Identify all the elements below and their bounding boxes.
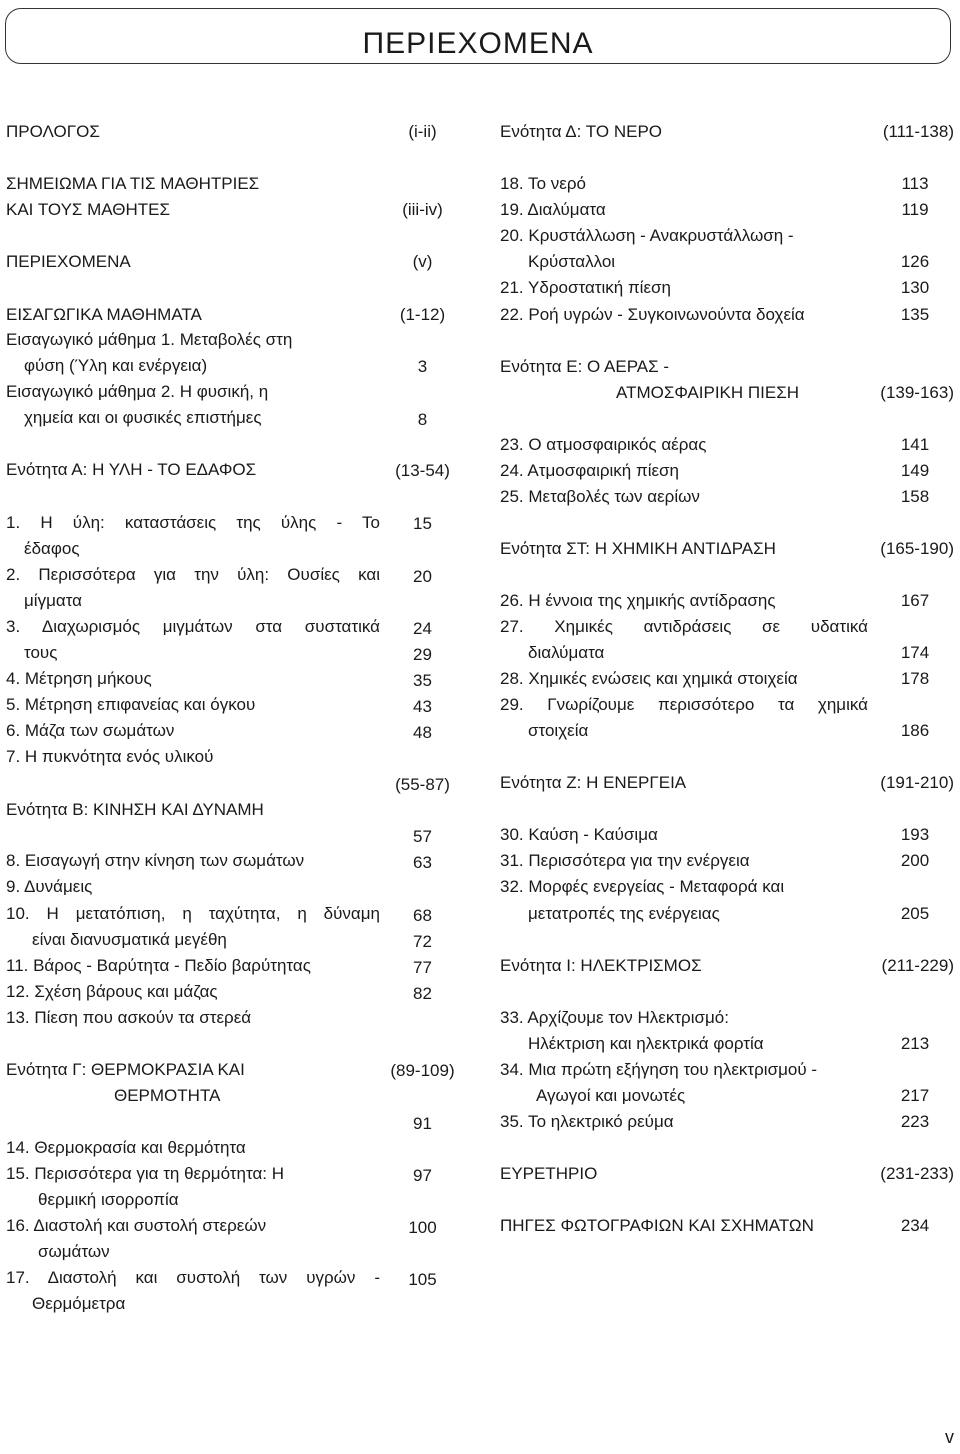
toc-entry-chapter-21[interactable]: 21. Υδροστατική πίεση xyxy=(500,278,671,297)
toc-entry-unit-g-cont: ΘΕΡΜΟΤΗΤΑ xyxy=(114,1086,221,1105)
toc-entry-unit-z[interactable]: Ενότητα Ζ: Η ΕΝΕΡΓΕΙΑ xyxy=(500,773,687,792)
toc-entry-chapter-17-cont: Θερμόμετρα xyxy=(32,1294,126,1313)
toc-page-chapter-16: 100 xyxy=(408,1218,437,1237)
toc-entry-notes-cont: ΚΑΙ ΤΟΥΣ ΜΑΘΗΤΕΣ xyxy=(6,200,171,219)
toc-entry-chapter-35[interactable]: 35. Το ηλεκτρικό ρεύμα xyxy=(500,1112,674,1131)
toc-page-chapter-15: 97 xyxy=(413,1166,432,1185)
toc-entry-chapter-22[interactable]: 22. Ροή υγρών - Συγκοινωνούντα δοχεία xyxy=(500,305,805,324)
toc-pages-contents: (v) xyxy=(412,252,433,271)
toc-entry-prologue[interactable]: ΠΡΟΛΟΓΟΣ xyxy=(6,122,100,141)
toc-entry-chapter-28[interactable]: 28. Χημικές ενώσεις και χημικά στοιχεία xyxy=(500,669,798,688)
toc-pages-unit-i: (211-229) xyxy=(881,956,954,975)
toc-page-chapter-29: 186 xyxy=(900,721,930,740)
toc-entry-chapter-2[interactable]: 2. Περισσότερα για την ύλη: Ουσίες και xyxy=(6,565,380,584)
toc-page-chapter-6: 43 xyxy=(413,697,432,716)
toc-pages-unit-e: (139-163) xyxy=(880,383,954,402)
toc-pages-notes: (iii-iv) xyxy=(402,200,443,219)
toc-entry-chapter-20-cont: Κρύσταλλοι xyxy=(528,252,616,271)
toc-entry-chapter-34-cont: Αγωγοί και μονωτές xyxy=(536,1086,686,1105)
toc-entry-chapter-16-cont: σωμάτων xyxy=(38,1242,110,1261)
toc-entry-chapter-10[interactable]: 10. Η μετατόπιση, η ταχύτητα, η δύναμη xyxy=(6,904,380,923)
toc-entry-unit-b[interactable]: Ενότητα Β: ΚΙΝΗΣΗ ΚΑΙ ΔΥΝΑΜΗ xyxy=(6,800,264,819)
toc-page-chapter-30: 193 xyxy=(900,825,930,844)
toc-entry-chapter-17[interactable]: 17. Διαστολή και συστολή των υγρών - xyxy=(6,1268,380,1287)
toc-entry-unit-e-cont: ΑΤΜΟΣΦΑΙΡΙΚΗ ΠΙΕΣΗ xyxy=(616,383,800,402)
toc-page-chapter-1: 15 xyxy=(413,514,432,533)
toc-entry-chapter-10-cont: είναι διανυσματικά μεγέθη xyxy=(32,930,227,949)
toc-pages-unit-a: (13-54) xyxy=(395,461,450,480)
toc-page-sources: 234 xyxy=(900,1216,930,1235)
toc-entry-chapter-16[interactable]: 16. Διαστολή και συστολή στερεών xyxy=(6,1216,267,1235)
page-title: ΠΕΡΙΕΧΟΜΕΝΑ xyxy=(362,27,594,60)
toc-pages-unit-d: (111-138) xyxy=(882,122,954,141)
toc-page-chapter-32: 205 xyxy=(900,904,930,923)
toc-entry-chapter-5[interactable]: 5. Μέτρηση επιφανείας και όγκου xyxy=(6,695,256,714)
toc-entry-intro[interactable]: ΕΙΣΑΓΩΓΙΚΑ ΜΑΘΗΜΑΤΑ xyxy=(6,305,202,324)
toc-page-chapter-28: 178 xyxy=(900,669,930,688)
toc-entry-chapter-7[interactable]: 7. Η πυκνότητα ενός υλικού xyxy=(6,747,214,766)
toc-page-chapter-10-b: 72 xyxy=(413,932,432,951)
toc-entry-chapter-15-cont: θερμική ισορροπία xyxy=(38,1190,179,1209)
toc-entry-chapter-14[interactable]: 14. Θερμοκρασία και θερμότητα xyxy=(6,1138,246,1157)
toc-page-chapter-8: 63 xyxy=(413,853,432,872)
toc-page-chapter-12: 82 xyxy=(413,984,432,1003)
toc-page-chapter-27: 174 xyxy=(900,643,930,662)
toc-page-chapter-26: 167 xyxy=(900,591,930,610)
toc-entry-chapter-29-cont: στοιχεία xyxy=(528,721,589,740)
toc-page-unit-b-first: 57 xyxy=(413,827,432,846)
toc-entry-chapter-20[interactable]: 20. Κρυστάλλωση - Ανακρυστάλλωση - xyxy=(500,226,794,245)
toc-page-chapter-19: 119 xyxy=(901,200,929,219)
toc-page-chapter-7: 48 xyxy=(413,723,432,742)
toc-page-chapter-10: 68 xyxy=(413,906,432,925)
toc-entry-unit-st[interactable]: Ενότητα ΣΤ: Η ΧΗΜΙΚΗ ΑΝΤΙΔΡΑΣΗ xyxy=(500,539,776,558)
toc-entry-chapter-3-cont: τους xyxy=(24,643,58,662)
toc-entry-chapter-27[interactable]: 27. Χημικές αντιδράσεις σε υδατικά xyxy=(500,617,868,636)
toc-page-chapter-31: 200 xyxy=(900,851,930,870)
toc-entry-chapter-9[interactable]: 9. Δυνάμεις xyxy=(6,877,93,896)
toc-entry-chapter-33-cont: Ηλέκτριση και ηλεκτρικά φορτία xyxy=(528,1034,764,1053)
toc-entry-chapter-23[interactable]: 23. Ο ατμοσφαιρικός αέρας xyxy=(500,435,707,454)
toc-page-chapter-4: 29 xyxy=(413,645,432,664)
toc-page-chapter-33: 213 xyxy=(900,1034,930,1053)
toc-entry-chapter-12[interactable]: 12. Σχέση βάρους και μάζας xyxy=(6,982,218,1001)
toc-entry-unit-e[interactable]: Ενότητα Ε: Ο ΑΕΡΑΣ - xyxy=(500,357,670,376)
toc-entry-chapter-4[interactable]: 4. Μέτρηση μήκους xyxy=(6,669,152,688)
toc-entry-chapter-2-cont: μίγματα xyxy=(24,591,82,610)
toc-entry-chapter-31[interactable]: 31. Περισσότερα για την ενέργεια xyxy=(500,851,750,870)
toc-page-chapter-2: 20 xyxy=(413,567,432,586)
toc-page-unit-g-first: 91 xyxy=(413,1114,432,1133)
toc-pages-prologue: (i-ii) xyxy=(408,122,437,141)
toc-pages-unit-z: (191-210) xyxy=(880,773,954,792)
toc-entry-chapter-32-cont: μετατροπές της ενέργειας xyxy=(528,904,720,923)
toc-page-chapter-17: 105 xyxy=(408,1270,437,1289)
toc-page-chapter-25: 158 xyxy=(900,487,930,506)
toc-page-chapter-11: 77 xyxy=(413,958,432,977)
title-box xyxy=(5,8,951,64)
toc-page-chapter-5: 35 xyxy=(413,671,432,690)
toc-entry-chapter-1[interactable]: 1. Η ύλη: καταστάσεις της ύλης - Το xyxy=(6,513,380,532)
toc-entry-unit-d[interactable]: Ενότητα Δ: ΤΟ ΝΕΡΟ xyxy=(500,122,663,141)
toc-page-chapter-3: 24 xyxy=(413,619,432,638)
toc-entry-notes[interactable]: ΣΗΜΕΙΩΜΑ ΓΙΑ ΤΙΣ ΜΑΘΗΤΡΙΕΣ xyxy=(6,174,260,193)
toc-entry-chapter-3[interactable]: 3. Διαχωρισμός μιγμάτων στα συστατικά xyxy=(6,617,380,636)
toc-entry-chapter-1-cont: έδαφος xyxy=(24,539,80,558)
toc-pages-unit-st: (165-190) xyxy=(880,539,954,558)
toc-entry-chapter-19[interactable]: 19. Διαλύματα xyxy=(500,200,606,219)
toc-entry-contents[interactable]: ΠΕΡΙΕΧΟΜΕΝΑ xyxy=(6,252,131,271)
toc-entry-chapter-34[interactable]: 34. Μια πρώτη εξήγηση του ηλεκτρισμού - xyxy=(500,1060,818,1079)
toc-entry-chapter-32[interactable]: 32. Μορφές ενεργείας - Μεταφορά και xyxy=(500,877,785,896)
toc-entry-chapter-24[interactable]: 24. Ατμοσφαιρική πίεση xyxy=(500,461,679,480)
toc-entry-sources[interactable]: ΠΗΓΕΣ ΦΩΤΟΓΡΑΦΙΩΝ ΚΑΙ ΣΧΗΜΑΤΩΝ xyxy=(500,1216,814,1235)
toc-page-intro-1: 3 xyxy=(417,357,428,376)
toc-entry-chapter-27-cont: διαλύματα xyxy=(528,643,605,662)
toc-entry-chapter-15[interactable]: 15. Περισσότερα για τη θερμότητα: Η xyxy=(6,1164,285,1183)
toc-entry-chapter-25[interactable]: 25. Μεταβολές των αερίων xyxy=(500,487,700,506)
toc-entry-intro-2-cont: χημεία και οι φυσικές επιστήμες xyxy=(24,408,262,427)
toc-entry-intro-1[interactable]: Εισαγωγικό μάθημα 1. Μεταβολές στη xyxy=(6,330,293,349)
toc-entry-chapter-26[interactable]: 26. Η έννοια της χημικής αντίδρασης xyxy=(500,591,776,610)
toc-pages-unit-g: (89-109) xyxy=(390,1061,455,1080)
toc-entry-unit-a[interactable]: Ενότητα Α: Η ΥΛΗ - ΤΟ ΕΔΑΦΟΣ xyxy=(6,460,257,479)
toc-pages-unit-b: (55-87) xyxy=(395,775,450,794)
toc-entry-chapter-18[interactable]: 18. Το νερό xyxy=(500,174,586,193)
toc-entry-chapter-30[interactable]: 30. Καύση - Καύσιμα xyxy=(500,825,658,844)
toc-page-chapter-23: 141 xyxy=(900,435,930,454)
toc-pages-index: (231-233) xyxy=(880,1164,954,1183)
toc-entry-index[interactable]: ΕΥΡΕΤΗΡΙΟ xyxy=(500,1164,598,1183)
toc-pages-intro: (1-12) xyxy=(399,305,446,324)
toc-page-chapter-34: 217 xyxy=(900,1086,930,1105)
toc-entry-chapter-13[interactable]: 13. Πίεση που ασκούν τα στερεά xyxy=(6,1008,252,1027)
toc-entry-unit-g[interactable]: Ενότητα Γ: ΘΕΡΜΟΚΡΑΣΙΑ ΚΑΙ xyxy=(6,1060,245,1079)
toc-entry-chapter-8[interactable]: 8. Εισαγωγή στην κίνηση των σωμάτων xyxy=(6,851,305,870)
toc-entry-intro-2[interactable]: Εισαγωγικό μάθημα 2. Η φυσική, η xyxy=(6,382,269,401)
toc-entry-unit-i[interactable]: Ενότητα Ι: ΗΛΕΚΤΡΙΣΜΟΣ xyxy=(500,956,702,975)
toc-entry-chapter-6[interactable]: 6. Μάζα των σωμάτων xyxy=(6,721,175,740)
page-number: v xyxy=(945,1427,954,1447)
toc-page-chapter-24: 149 xyxy=(900,461,930,480)
toc-page-intro-2: 8 xyxy=(417,410,428,429)
toc-entry-chapter-33[interactable]: 33. Αρχίζουμε τον Ηλεκτρισμό: xyxy=(500,1008,729,1027)
toc-page-chapter-20: 126 xyxy=(900,252,930,271)
toc-entry-chapter-29[interactable]: 29. Γνωρίζουμε περισσότερο τα χημικά xyxy=(500,695,868,714)
toc-page-chapter-35: 223 xyxy=(900,1112,930,1131)
toc-entry-chapter-11[interactable]: 11. Βάρος - Βαρύτητα - Πεδίο βαρύτητας xyxy=(6,956,311,975)
toc-page-chapter-18: 113 xyxy=(901,174,929,193)
toc-entry-intro-1-cont: φύση (Ύλη και ενέργεια) xyxy=(24,356,208,375)
toc-page-chapter-21: 130 xyxy=(900,278,930,297)
toc-page-chapter-22: 135 xyxy=(900,305,930,324)
